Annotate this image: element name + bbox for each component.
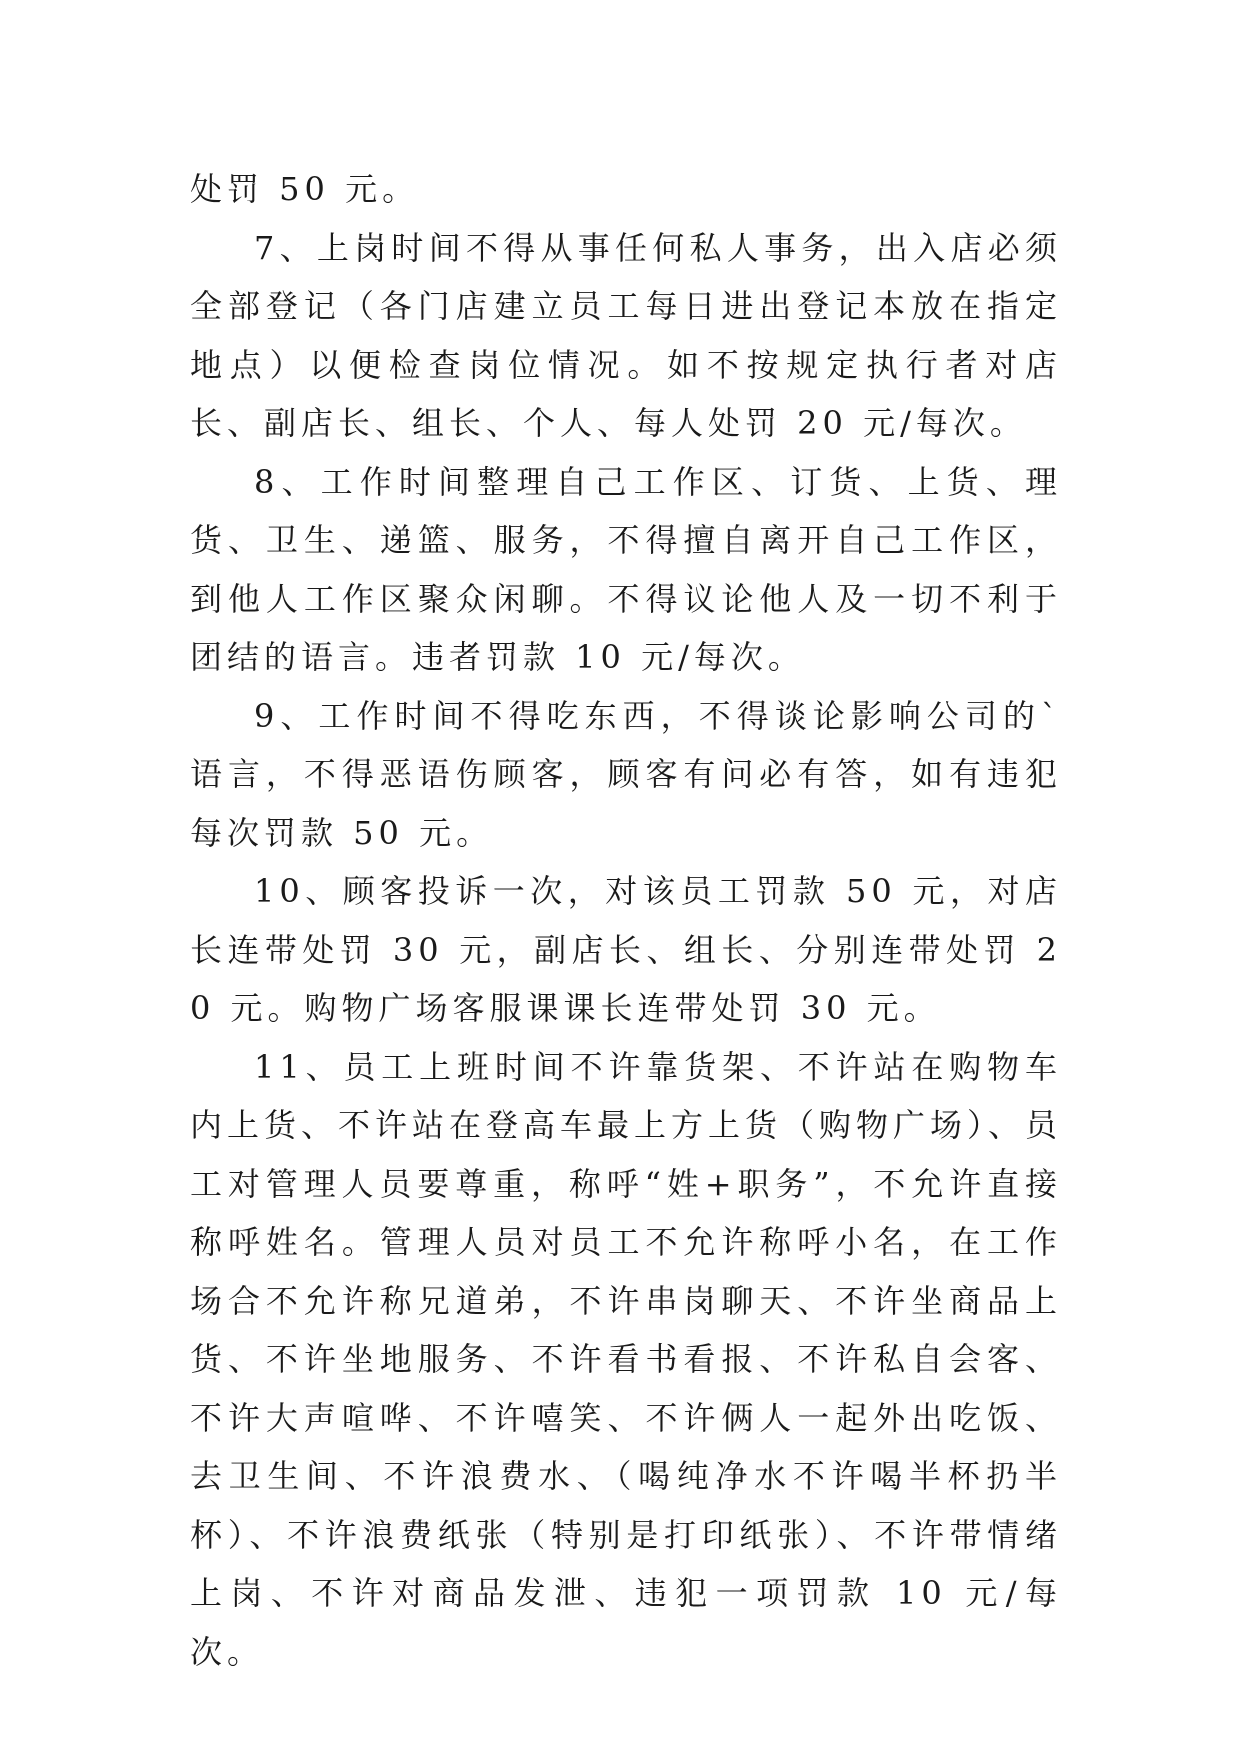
paragraph-rule-7: 7、上岗时间不得从事任何私人事务，出入店必须全部登记（各门店建立员工每日进出登记本放在指定地点）以便检查岗位情况。如不按规定执行者对店长、副店长、组长、个人、每人处罚 20 元/每次。 — [190, 228, 1062, 442]
paragraph-rule-9: 9、工作时间不得吃东西，不得谈论影响公司的`语言，不得恶语伤顾客，顾客有问必有答，如有违犯每次罚款 50 元。 — [190, 696, 1062, 852]
paragraph-rule-11: 11、员工上班时间不许靠货架、不许站在购物车内上货、不许站在登高车最上方上货（购物广场）、员工对管理人员要尊重，称呼“姓+职务”，不允许直接称呼姓名。管理人员对员工不允许称呼小名，在工作场合不允许称兄道弟，不许串岗聊天、不许坐商品上货、不许坐地服务、不许看书看报、不许私自会客、不许大声喧哗、不许嘻笑、不许俩人一起外出吃饭、去卫生间、不许浪费水、（喝纯净水不许喝半杯扔半杯）、不许浪费纸张（特别是打印纸张）、不许带情绪上岗、不许对商品发泄、违犯一项罚款 10 元/每次。 — [190, 1047, 1063, 1671]
paragraph-rule-10: 10、顾客投诉一次，对该员工罚款 50 元，对店长连带处罚 30 元，副店长、组长、分别连带处罚 20 元。购物广场客服课课长连带处罚 30 元。 — [190, 872, 1062, 1027]
paragraph-continuation: 处罚 50 元。 — [190, 170, 420, 208]
paragraph-rule-8: 8、工作时间整理自己工作区、订货、上货、理货、卫生、递篮、服务，不得擅自离开自己工作区，到他人工作区聚众闲聊。不得议论他人及一切不利于团结的语言。违者罚款 10 元/每次。 — [190, 462, 1062, 676]
document-body — [190, 160, 1062, 1681]
